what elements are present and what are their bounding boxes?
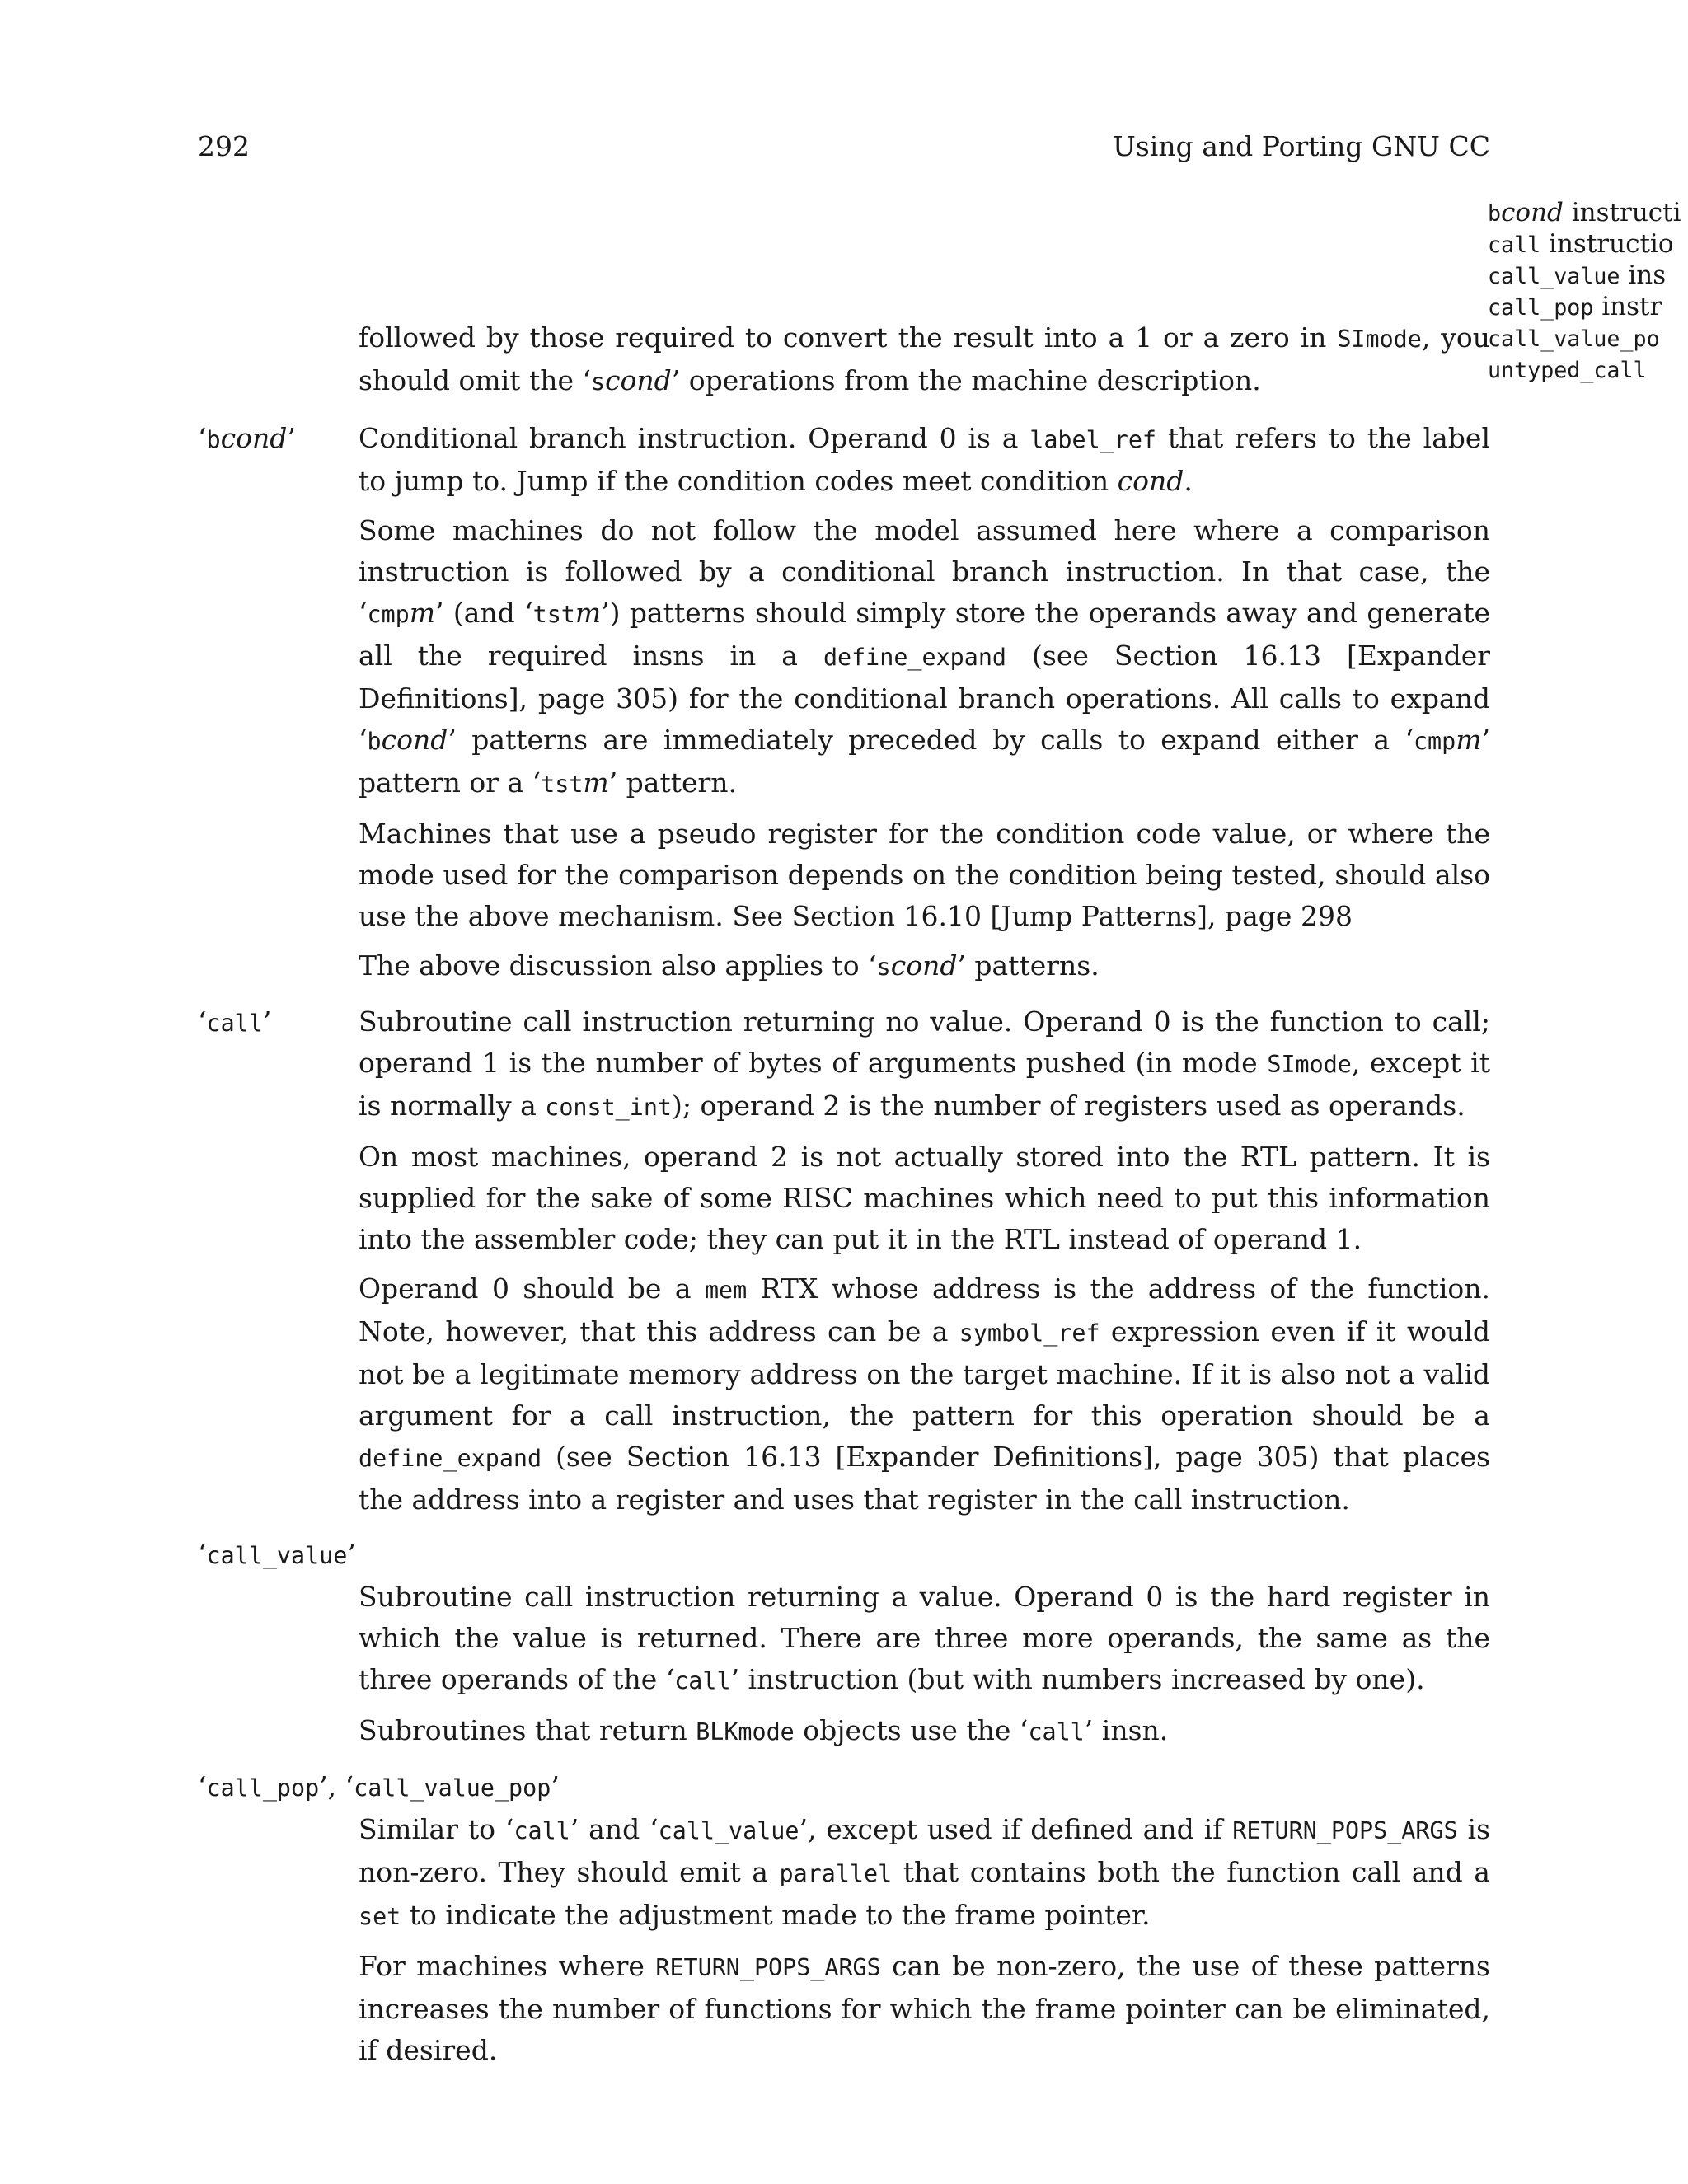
index-var: cond <box>1501 198 1564 227</box>
definition-body <box>359 1809 1490 2071</box>
paragraph: On most machines, operand 2 is not actually stored into the RTL pattern. It is supplied for the sake of some RISC machines which need to put this information into the assembler code; they can put it in the RTL instead of operand 1. <box>359 1141 1490 1255</box>
margin-index-entry <box>1488 354 1681 386</box>
index-code: call_value <box>1488 264 1620 289</box>
continuation-paragraph: followed by those required to convert the result into a 1 or a zero in SImode, you should omit the ‘scond’ operations from the machine description. <box>359 321 1490 396</box>
main-content <box>198 290 1490 2084</box>
margin-index-entry <box>1488 198 1681 229</box>
definition-entry-call-value <box>198 1534 1490 1753</box>
margin-index-entry <box>1488 229 1681 260</box>
definition-body <box>359 418 1490 988</box>
index-code: call_value_po <box>1488 326 1660 352</box>
term-call: ‘call’ <box>198 1005 272 1038</box>
paragraph: Subroutine call instruction returning a value. Operand 0 is the hard register in which the value is returned. There are three more operands, the same as the three operands of the ‘call’ instruction (but with numbers increased by one). <box>359 1581 1490 1695</box>
page-number: 292 <box>198 130 250 162</box>
index-code: call <box>1488 232 1541 258</box>
term-call-value: ‘call_value’ <box>198 1538 356 1570</box>
book-title: Using and Porting GNU CC <box>1113 130 1490 162</box>
index-text: ins <box>1620 260 1667 290</box>
index-code: untyped_call <box>1488 358 1647 383</box>
paragraph: Machines that use a pseudo register for the condition code value, or where the mode used for the comparison depends on the condition being tested, should also use the above mechanism. See Section 16.10 [Jump Patterns], page 298 <box>359 818 1490 932</box>
paragraph: For machines where RETURN_POPS_ARGS can be non-zero, the use of these patterns increases the number of functions for which the frame pointer can be eliminated, if desired. <box>359 1950 1490 2066</box>
definition-entry-call <box>198 1001 1490 1521</box>
paragraph: Conditional branch instruction. Operand 0 is a label_ref that refers to the label to jump to. Jump if the condition codes meet condition cond. <box>359 422 1491 497</box>
index-text: instr <box>1593 292 1662 321</box>
definition-body <box>359 1001 1490 1521</box>
paragraph: Some machines do not follow the model assumed here where a comparison instruction is followed by a conditional branch instruction. In that case, the ‘cmpm’ (and ‘tstm’) patterns should simply store the operands away and generate all the required insns in a define_expand (see Section 16.13 [Expander Definitions], page 305) for the conditional branch operations. All calls to expand ‘bcond’ patterns are immediately preceded by calls to expand either a ‘cmpm’ pattern or a ‘tstm’ pattern. <box>359 514 1491 799</box>
margin-index-entry <box>1488 260 1681 292</box>
definition-body <box>359 1577 1490 1753</box>
margin-index <box>1488 198 1681 386</box>
definition-entry-call-pop <box>198 1766 1490 2071</box>
paragraph: The above discussion also applies to ‘scond’ patterns. <box>359 949 1100 982</box>
definition-entry-bcond <box>198 418 1490 988</box>
paragraph: Subroutine call instruction returning no value. Operand 0 is the function to call; operand 1 is the number of bytes of arguments pushed (in mode SImode, except it is normally a const_int); operand 2 is the number of registers used as operands. <box>359 1005 1490 1122</box>
index-text: instructio <box>1540 229 1674 259</box>
margin-index-entry <box>1488 323 1681 354</box>
paragraph: Similar to ‘call’ and ‘call_value’, except used if defined and if RETURN_POPS_ARGS is non-zero. They should emit a parallel that contains both the function call and a set to indicate the adjustment made to the frame pointer. <box>359 1813 1491 1931</box>
index-text: instructi <box>1563 198 1681 227</box>
index-code: b <box>1488 201 1502 227</box>
paragraph: Operand 0 should be a mem RTX whose address is the address of the function. Note, however, that this address can be a symbol_ref expression even if it would not be a legitimate memory address on the target machine. If it is also not a valid argument for a call instruction, the pattern for this operation should be a define_expand (see Section 16.13 [Expander Definitions], page 305) that places the address into a register and uses that register in the call instruction. <box>359 1272 1491 1516</box>
margin-index-entry <box>1488 292 1681 323</box>
paragraph: Subroutines that return BLKmode objects use the ‘call’ insn. <box>359 1714 1169 1746</box>
index-code: call_pop <box>1488 295 1594 321</box>
term-bcond: ‘bcond’ <box>198 422 296 454</box>
term-call-pop: ‘call_pop’, ‘call_value_pop’ <box>198 1770 560 1802</box>
